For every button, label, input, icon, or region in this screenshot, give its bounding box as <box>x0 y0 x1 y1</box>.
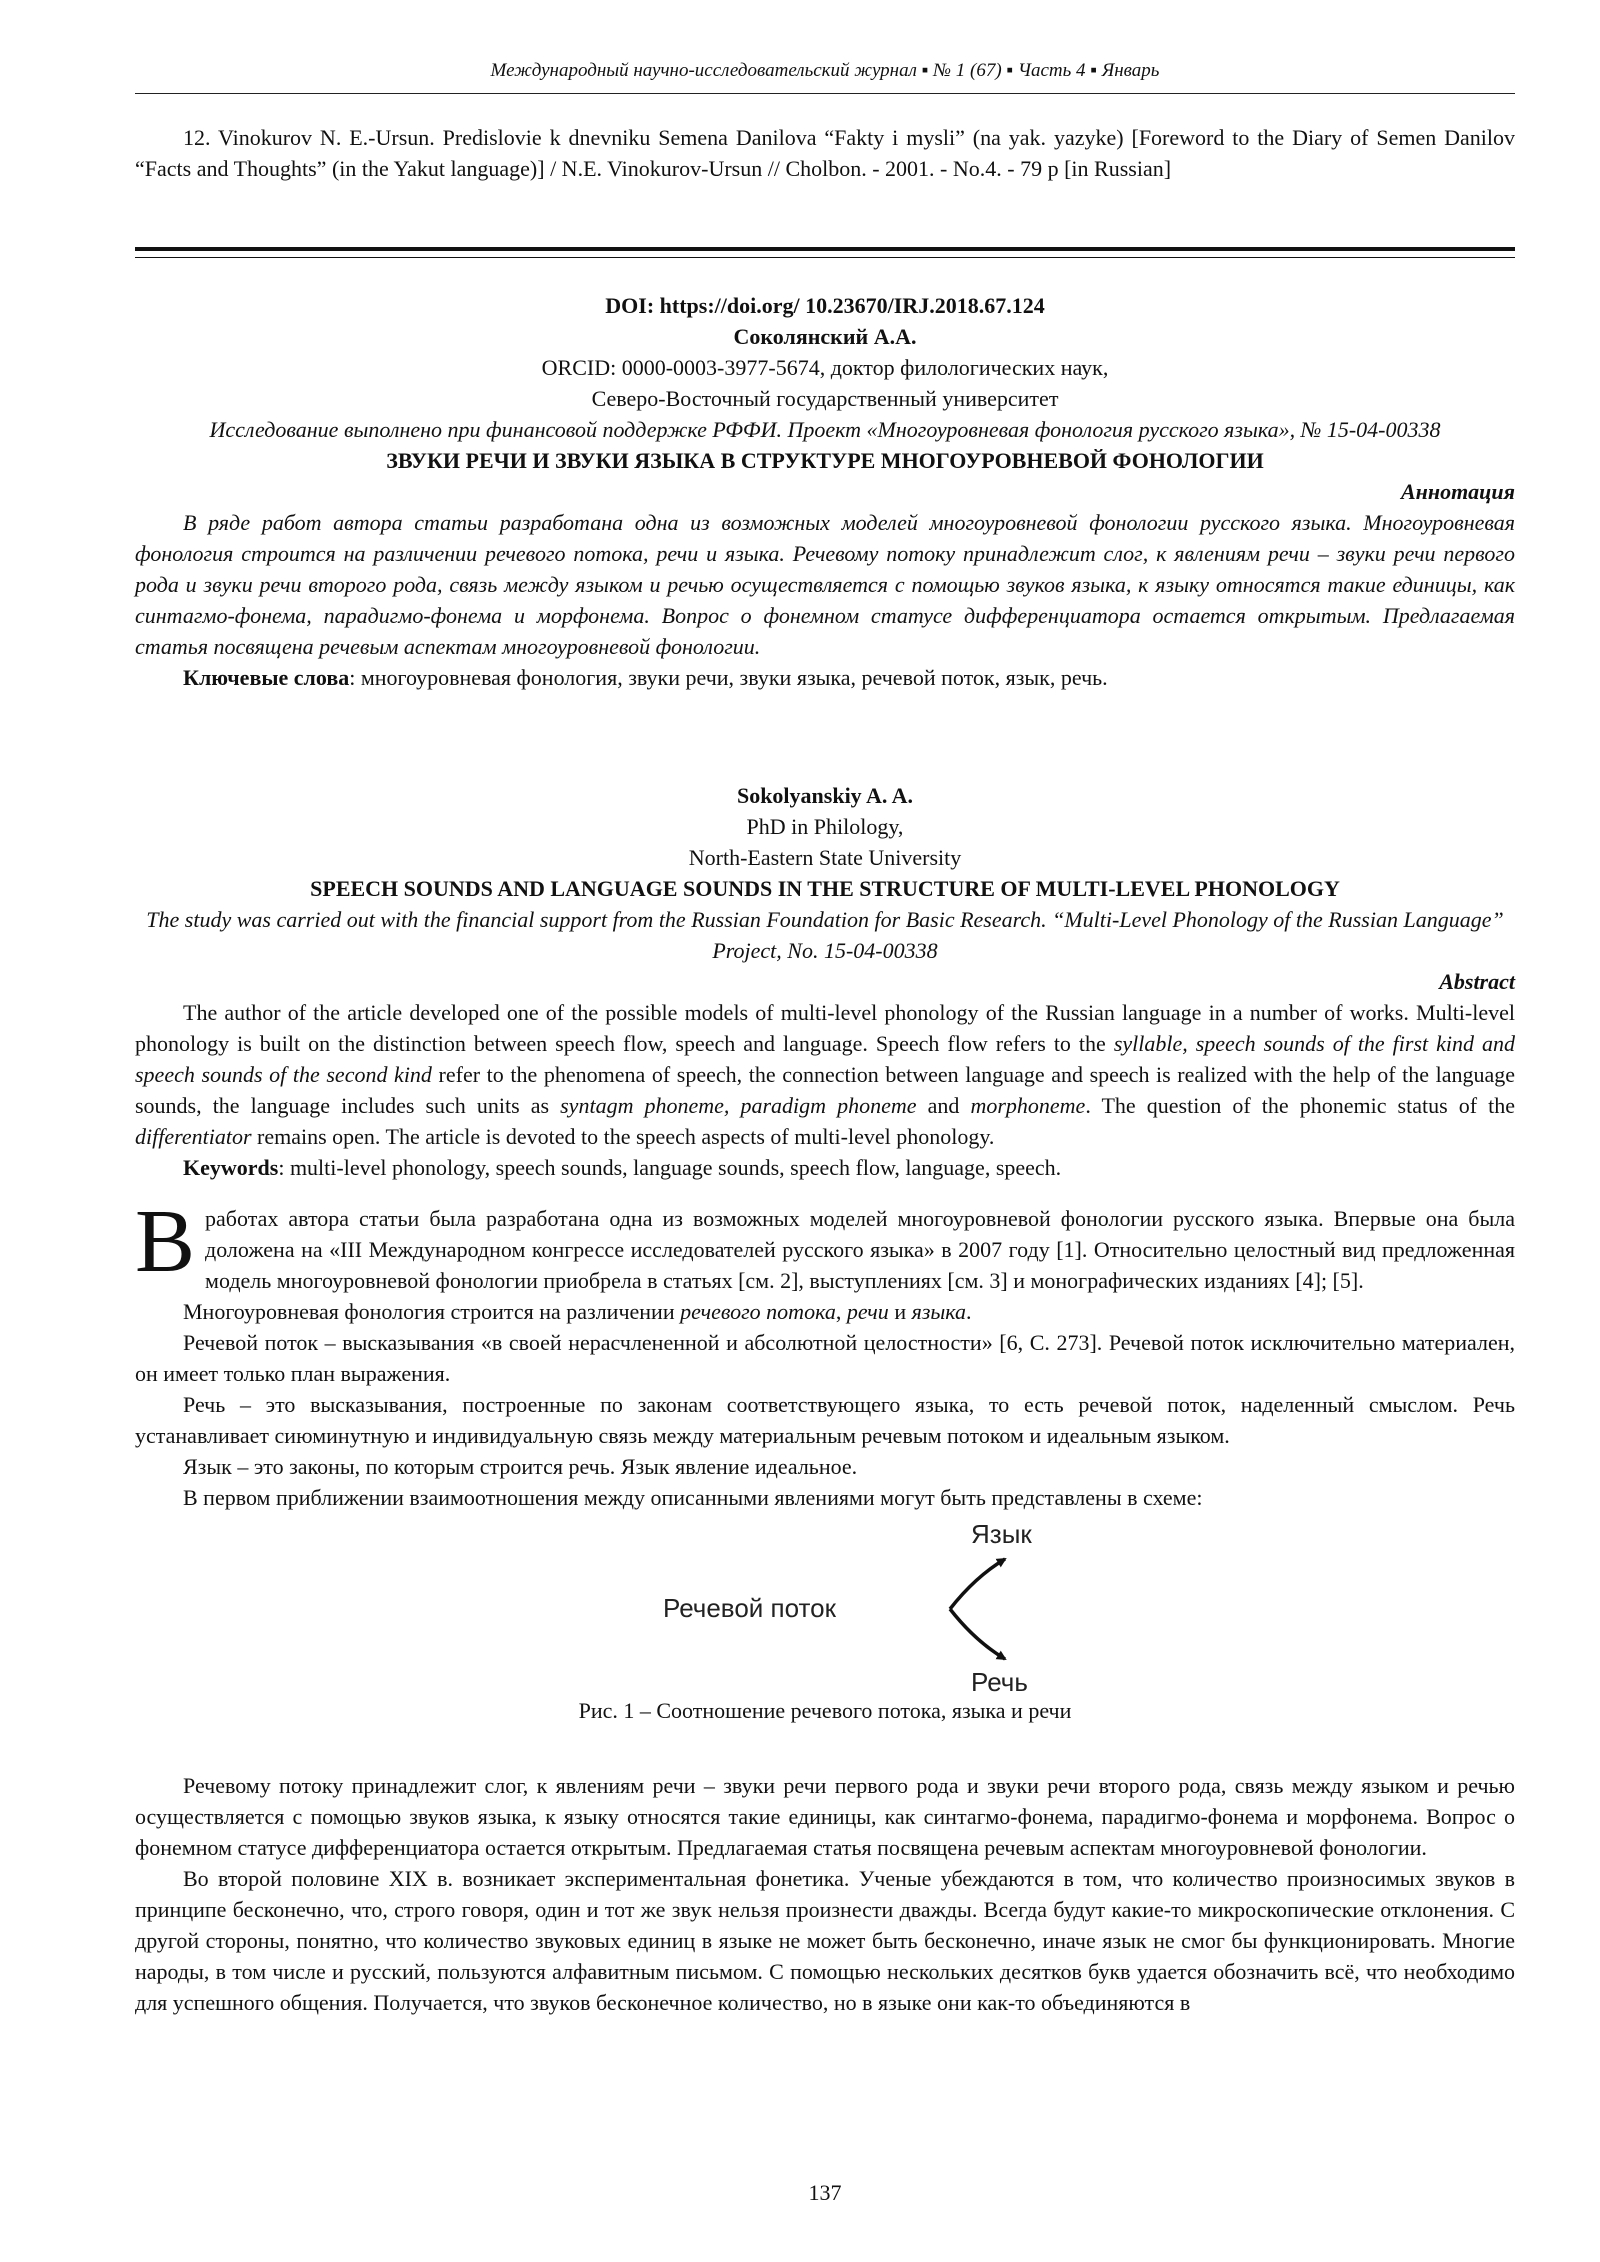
keywords-label-ru: Ключевые слова <box>183 665 350 690</box>
article-ru-front-matter <box>135 290 1515 693</box>
author-name-en: Sokolyanskiy A. A. <box>736 783 914 808</box>
arrow-to-speech <box>950 1609 1005 1659</box>
abstract-en-part: The author of the article developed one of the possible models of multi-level phonology of the Russian language in a number of works. Multi-level phonology is built on the distinction between speech flow, speech and language. Speech flow refers to the <box>135 1000 1515 1056</box>
keywords-text-ru: : многоуровневая фонология, звуки речи, звуки языка, речевой поток, язык, речь. <box>349 665 1108 690</box>
abstract-en-part: . The question of the phonemic status of the <box>1085 1093 1515 1118</box>
abstract-en-emphasis: syntagm phoneme, paradigm phoneme <box>560 1093 917 1118</box>
para2-part: . <box>966 1299 972 1324</box>
body-paragraph-4: Речь – это высказывания, построенные по законам соответствующего языка, то есть речевой поток, наделенный смыслом. Речь устанавливает сиюминутную и индивидуальную связь между материальным речевым потоком и идеальным языком. <box>135 1392 1515 1448</box>
article-en-front-matter <box>135 780 1515 1183</box>
abstract-en-part: remains open. The article is devoted to the speech aspects of multi-level phonology. <box>251 1124 995 1149</box>
drop-cap: В <box>135 1192 196 1291</box>
page-number: 137 <box>808 2180 842 2205</box>
abstract-en-emphasis: differentiator <box>135 1124 252 1149</box>
abstract-label-ru: Аннотация <box>1400 479 1515 504</box>
para2-emphasis: речевого потока <box>680 1299 836 1324</box>
keywords-ru <box>135 662 1515 693</box>
body-paragraph-6: В первом приближении взаимоотношения между описанными явлениями могут быть представлены в схеме: <box>183 1485 1203 1510</box>
header-rule <box>135 93 1515 94</box>
journal-running-header: Международный научно-исследовательский журнал ▪ № 1 (67) ▪ Часть 4 ▪ Январь <box>490 60 1160 81</box>
abstract-label-en: Abstract <box>1439 969 1515 994</box>
figure-caption: Рис. 1 – Соотношение речевого потока, языка и речи <box>578 1698 1072 1723</box>
abstract-en <box>135 997 1515 1152</box>
para2-part: , <box>835 1299 847 1324</box>
keywords-text-en: : multi-level phonology, speech sounds, language sounds, speech flow, language, speech. <box>278 1155 1062 1180</box>
abstract-en-emphasis: morphoneme <box>970 1093 1086 1118</box>
abstract-ru: В ряде работ автора статьи разработана одна из возможных моделей многоуровневой фонологии русского языка. Многоуровневая фонология строится на различении речевого потока, речи и языка. Речевому потоку принадлежит слог, к явлениям речи – звуки речи первого рода и звуки речи второго рода, связь между языком и речью осуществляется с помощью звуков языка, к языку относятся такие единицы, как синтагмо-фонема, парадигмо-фонема и морфонема. Вопрос о фонемном статусе дифференциатора остается открытым. Предлагаемая статья посвящена речевым аспектам многоуровневой фонологии. <box>135 510 1515 659</box>
abstract-en-emphasis: syllable, speech sounds of the first kind and speech sounds of the second kind <box>135 1031 1516 1087</box>
abstract-en-part: refer to the phenomena of speech, the connection between language and speech is realized with the help of the language sounds, the language includes such units as <box>135 1062 1515 1118</box>
degree-en: PhD in Philology, <box>746 814 904 839</box>
article-title-en: SPEECH SOUNDS AND LANGUAGE SOUNDS IN THE STRUCTURE OF MULTI-LEVEL PHONOLOGY <box>310 876 1340 901</box>
para2-part: и <box>888 1299 912 1324</box>
diagram-node-speech: Речь <box>971 1667 1028 1697</box>
section-divider-thick <box>135 247 1515 251</box>
body-paragraph-1-text: работах автора статьи была разработана одна из возможных моделей многоуровневой фонологии русского языка. Впервые она была доложена на «III Международном конгрессе исследователей русского языка» в 2007 году [1]. Относительно целостный вид предложенная модель многоуровневой фонологии приобрела в статьях [см. 2], выступлениях [см. 3] и монографических изданиях [4]; [5]. <box>205 1206 1515 1293</box>
para2-emphasis: языка <box>911 1299 967 1324</box>
figure-1-diagram <box>135 1519 1515 1697</box>
body-paragraph-3: Речевой поток – высказывания «в своей нерасчлененной и абсолютной целостности» [6, С. 273]. Речевой поток исключительно материален, он имеет только план выражения. <box>135 1330 1515 1386</box>
body-paragraph-5: Язык – это законы, по которым строится речь. Язык явление идеальное. <box>183 1454 858 1479</box>
funding-en: The study was carried out with the financial support from the Russian Foundation for Basic Research. “Multi-Level Phonology of the Russian Language” Project, No. 15-04-00338 <box>146 907 1504 963</box>
author-name-ru: Соколянский А.А. <box>733 324 917 349</box>
diagram-node-speech-flow: Речевой поток <box>663 1593 836 1623</box>
arrow-to-language <box>950 1559 1005 1609</box>
body-paragraph-8: Во второй половине XIX в. возникает экспериментальная фонетика. Ученые убеждаются в том, что количество произносимых звуков в принципе бесконечно, что, строго говоря, один и тот же звук нельзя произнести дважды. Всегда будут какие-то микроскопические отклонения. С другой стороны, понятно, что количество звуковых единиц в языке не может быть бесконечно, иначе язык не смог бы функционировать. Многие народы, в том числе и русский, пользуются алфавитным письмом. С помощью нескольких десятков букв удается обозначить всё, что необходимо для успешного общения. Получается, что звуков бесконечное количество, но в языке они как-то объединяются в <box>135 1866 1515 2015</box>
funding-ru: Исследование выполнено при финансовой поддержке РФФИ. Проект «Многоуровневая фонология русского языка», № 15-04-00338 <box>209 417 1441 442</box>
abstract-en-part: and <box>916 1093 971 1118</box>
article-title-ru: ЗВУКИ РЕЧИ И ЗВУКИ ЯЗЫКА В СТРУКТУРЕ МНОГОУРОВНЕВОЙ ФОНОЛОГИИ <box>386 448 1264 473</box>
body-paragraph-1 <box>135 1192 1515 1296</box>
section-divider-thin <box>135 257 1515 258</box>
para2-emphasis: речи <box>846 1299 889 1324</box>
article-body <box>135 1192 1515 2018</box>
keywords-label-en: Keywords <box>183 1155 279 1180</box>
body-paragraph-2 <box>135 1296 1515 1327</box>
orcid-line: ORCID: 0000-0003-3977-5674, доктор филологических наук, <box>541 355 1109 380</box>
affiliation-en: North-Eastern State University <box>688 845 962 870</box>
reference-entry: 12. Vinokurov N. E.-Ursun. Predislovie k dnevniku Semena Danilova “Fakty i mysli” (na yak. yazyke) [Foreword to the Diary of Semen Danilov “Facts and Thoughts” (in the Yakut language)] / N.E. Vinokurov-Ursun // Cholbon. - 2001. - No.4. - 79 p [in Russian] <box>135 125 1515 181</box>
keywords-en <box>135 1152 1515 1183</box>
doi-link[interactable]: DOI: https://doi.org/ 10.23670/IRJ.2018.67.124 <box>605 293 1045 318</box>
body-paragraph-7: Речевому потоку принадлежит слог, к явлениям речи – звуки речи первого рода и звуки речи второго рода, связь между языком и речью осуществляется с помощью звуков языка, к языку относятся такие единицы, как синтагмо-фонема, парадигмо-фонема и морфонема. Вопрос о фонемном статусе дифференциатора остается открытым. Предлагаемая статья посвящена речевым аспектам многоуровневой фонологии. <box>135 1773 1515 1860</box>
diagram-node-language: Язык <box>971 1519 1032 1549</box>
affiliation-ru: Северо-Восточный государственный университет <box>591 386 1059 411</box>
para2-part: Многоуровневая фонология строится на различении <box>183 1299 681 1324</box>
